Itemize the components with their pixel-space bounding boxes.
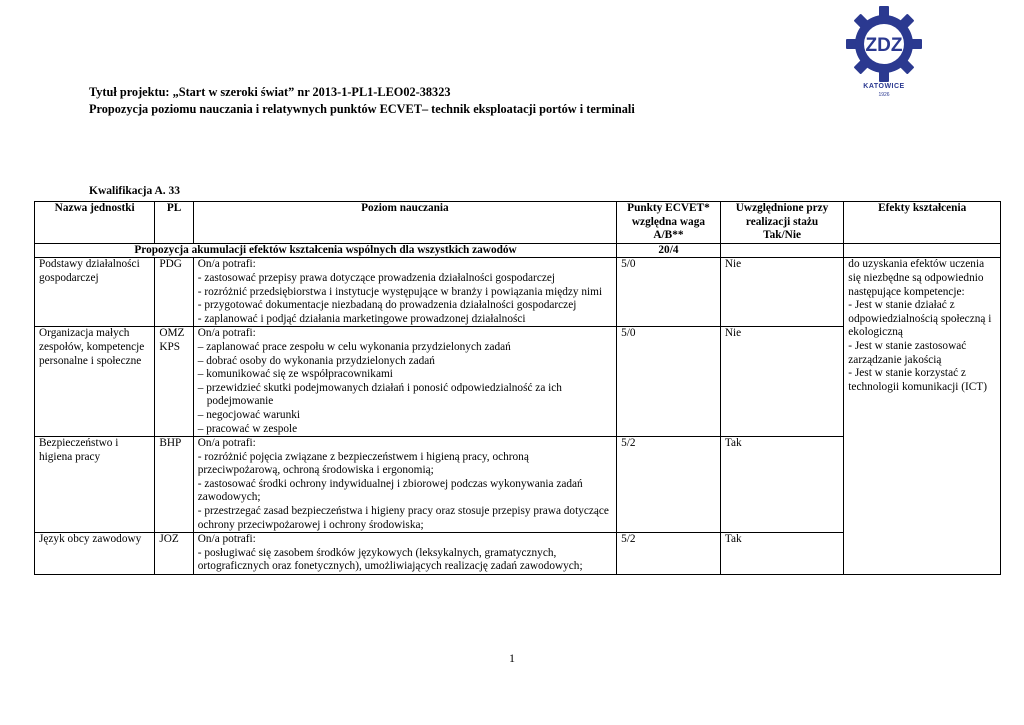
unit-name: Podstawy działalności gospodarczej bbox=[35, 258, 155, 327]
level-line: – zaplanować prace zespołu w celu wykonania przydzielonych zadań bbox=[197, 340, 511, 353]
qualification-label: Kwalifikacja A. 33 bbox=[89, 185, 181, 197]
unit-internship: Nie bbox=[720, 327, 843, 437]
header-pl: PL bbox=[155, 202, 193, 244]
header-internship-line2: realizacji stażu bbox=[745, 215, 819, 228]
header-internship-line1: Uwzględnione przy bbox=[735, 202, 829, 214]
level-line: On/a potrafi: bbox=[197, 327, 256, 340]
unit-code-line: KPS bbox=[159, 340, 181, 353]
level-line: - zaplanować i podjąć działania marketingowe prowadzonej działalności bbox=[197, 312, 526, 325]
unit-code-line: BHP bbox=[159, 437, 182, 450]
unit-code bbox=[155, 258, 193, 327]
level-line: – przewidzieć skutki podejmowanych działań i ponosić odpowiedzialność za ich bbox=[197, 381, 562, 394]
unit-level bbox=[193, 327, 616, 437]
header-internship-line3: Tak/Nie bbox=[763, 229, 801, 242]
level-line: – negocjować warunki bbox=[197, 408, 301, 421]
header-learning-effects: Efekty kształcenia bbox=[844, 202, 1001, 244]
unit-name: Organizacja małych zespołów, kompetencje personalne i społeczne bbox=[35, 327, 155, 437]
unit-points: 5/0 bbox=[617, 327, 721, 437]
unit-points: 5/2 bbox=[617, 533, 721, 575]
level-line: - przestrzegać zasad bezpieczeństwa i higieny pracy oraz stosuje przepisy prawa dotyczące ochrony przeciwpożarowej i ochrony środowiska; bbox=[197, 505, 609, 531]
unit-internship: Tak bbox=[720, 437, 843, 533]
unit-level bbox=[193, 258, 616, 327]
gear-logo-icon bbox=[846, 6, 922, 82]
level-line: - przygotować dokumentacje niezbadaną do prowadzenia działalności gospodarczej bbox=[197, 299, 577, 312]
table-row bbox=[35, 258, 1001, 327]
unit-points: 5/2 bbox=[617, 437, 721, 533]
unit-name: Język obcy zawodowy bbox=[35, 533, 155, 575]
unit-code-line: OMZ bbox=[159, 327, 185, 340]
accumulation-points: 20/4 bbox=[617, 243, 721, 258]
level-line: – dobrać osoby do wykonania przydzielonych zadań bbox=[197, 354, 435, 367]
logo-city: KATOWICE bbox=[863, 83, 905, 90]
logo-year: 1926 bbox=[878, 92, 890, 98]
level-line: On/a potrafi: bbox=[197, 258, 256, 271]
unit-code bbox=[155, 327, 193, 437]
ecvet-table bbox=[34, 201, 1001, 575]
level-line: – komunikować się ze współpracownikami bbox=[197, 368, 393, 381]
learning-effects-text bbox=[844, 258, 1001, 575]
header-ecvet-line2: względna waga bbox=[631, 215, 706, 228]
level-line: - posługiwać się zasobem środków językowych (leksykalnych, gramatycznych, ortograficznych oraz fonetycznych), umożliwiających realizację zadań zawodowych; bbox=[197, 546, 583, 573]
level-line: - rozróżnić pojęcia związane z bezpieczeństwem i higieną pracy, ochroną przeciwpożarową, ochroną środowiska i ergonomią; bbox=[197, 450, 529, 477]
accumulation-empty-effects bbox=[844, 243, 1001, 258]
unit-code-line: PDG bbox=[159, 258, 182, 271]
header-ecvet-line1: Punkty ECVET* bbox=[627, 202, 710, 214]
level-line: On/a potrafi: bbox=[197, 437, 256, 450]
unit-internship: Nie bbox=[720, 258, 843, 327]
unit-code bbox=[155, 437, 193, 533]
level-line: – pracować w zespole bbox=[197, 422, 298, 435]
unit-name: Bezpieczeństwo i higiena pracy bbox=[35, 437, 155, 533]
accumulation-label: Propozycja akumulacji efektów kształcenia wspólnych dla wszystkich zawodów bbox=[35, 243, 617, 258]
learning-effects-content: do uzyskania efektów uczenia się niezbędne są odpowiednio następujące kompetencje: - Jest w stanie działać z odpowiedzialnością społeczną i ekologiczną - Jest w stanie zastosować zarządzanie jakością - Jest w stanie korzystać z technologii komunikacji (ICT) bbox=[848, 258, 992, 393]
level-line: - rozróżnić przedsiębiorstwa i instytucje występujące w branży i powiązania między nimi bbox=[197, 285, 603, 298]
unit-code bbox=[155, 533, 193, 575]
zdz-logo bbox=[846, 6, 922, 98]
document-subtitle: Propozycja poziomu nauczania i relatywnych punktów ECVET– technik eksploatacji portów i terminali bbox=[89, 102, 635, 116]
unit-code-line: JOZ bbox=[159, 533, 179, 546]
page-number: 1 bbox=[509, 651, 515, 665]
accumulation-row bbox=[35, 243, 1001, 258]
unit-internship: Tak bbox=[720, 533, 843, 575]
unit-level bbox=[193, 437, 616, 533]
unit-level bbox=[193, 533, 616, 575]
unit-points: 5/0 bbox=[617, 258, 721, 327]
level-line: - zastosować środki ochrony indywidualnej i zbiorowej podczas wykonywania zadań zawodowych; bbox=[197, 477, 583, 504]
level-line: On/a potrafi: bbox=[197, 533, 256, 546]
header-ecvet-line3: A/B** bbox=[653, 229, 684, 242]
table-header-row bbox=[35, 202, 1001, 244]
logo-letters: ZDZ bbox=[865, 35, 903, 56]
header-internship bbox=[720, 202, 843, 244]
accumulation-empty-internship bbox=[720, 243, 843, 258]
header-ecvet-points bbox=[617, 202, 721, 244]
project-title: Tytuł projektu: „Start w szeroki świat” nr 2013-1-PL1-LEO02-38323 bbox=[89, 85, 451, 99]
header-level: Poziom nauczania bbox=[193, 202, 616, 244]
header-unit-name: Nazwa jednostki bbox=[35, 202, 155, 244]
level-line: podejmowanie bbox=[206, 395, 274, 408]
level-line: - zastosować przepisy prawa dotyczące prowadzenia działalności gospodarczej bbox=[197, 271, 556, 284]
